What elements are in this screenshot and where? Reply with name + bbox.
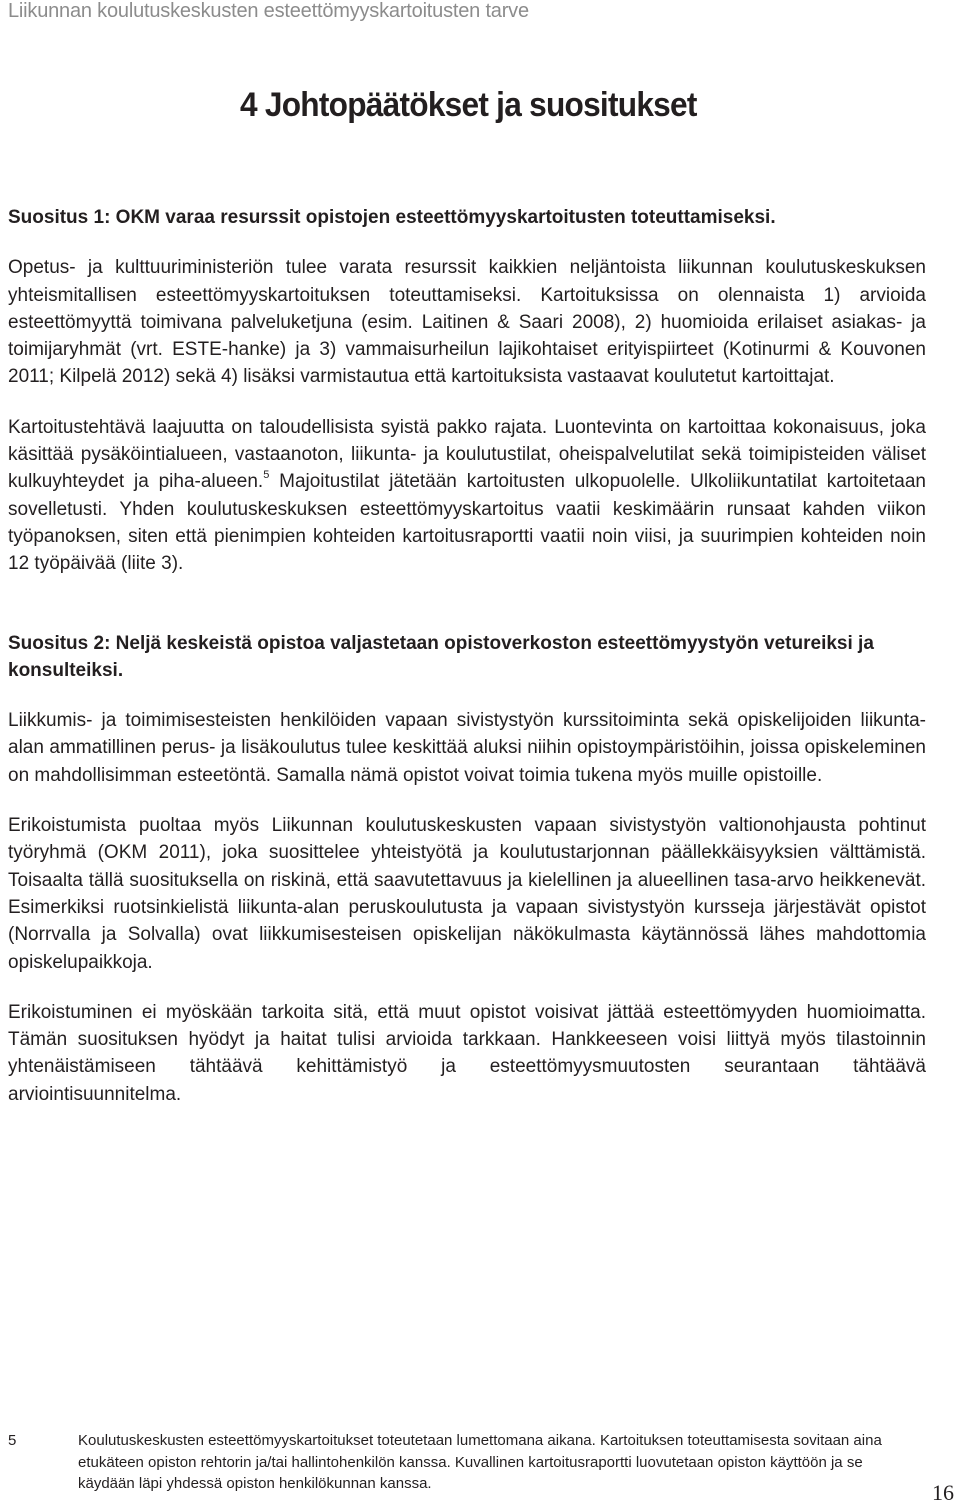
main-content (8, 204, 926, 1108)
running-header: Liikunnan koulutuskeskusten esteettömyyskartoitusten tarve (8, 0, 529, 22)
recommendation-1-paragraph-1: Opetus- ja kulttuuriministeriön tulee varata resurssit kaikkien neljäntoista liikunnan koulutuskeskuksen yhteismitallisen esteettömyyskartoituksen toteuttamiseksi. Kartoituksissa on olennaista 1) arvioida esteettömyyttä toimivana palveluketjuna (esim. Laitinen & Saari 2008), 2) huomioida erilaiset asiakas- ja toimijaryhmät (vrt. ESTE-hanke) ja 3) vammaisurheilun lajikohtaiset erityispiirteet (Kotinurmi & Kouvonen 2011; Kilpelä 2012) sekä 4) lisäksi varmistautua että kartoituksista vastaavat koulutetut kartoittajat. (8, 257, 926, 388)
footnote-reference[interactable]: 5 (263, 469, 270, 482)
page-number: 16 (932, 1480, 954, 1505)
chapter-title: 4 Johtopäätökset ja suositukset (240, 86, 697, 124)
recommendation-2-paragraph-2: Erikoistumista puoltaa myös Liikunnan koulutuskeskusten vapaan sivistystyön valtionohjausta pohtinut työryhmä (OKM 2011), joka suosittelee yhteistyötä ja koulutustarjonnan päällekkäisyyksien välttämistä. Toisaalta tällä suosituksella on riskinä, että saavutettavuus ja kielellinen ja alueellinen tasa-arvo heikkenevät. Esimerkiksi ruotsinkielistä liikunta-alan peruskoulutusta ja vapaan sivistystyön kursseja järjestävät opistot (Norrvalla ja Solvalla) ovat liikkumisesteisen opiskelijan näkökulmasta käytännössä lähes mahdottomia opiskelupaikkoja. (8, 815, 926, 973)
recommendation-2-heading: Suositus 2: Neljä keskeistä opistoa valjastetaan opistoverkoston esteettömyystyön vetureiksi ja konsulteiksi. (8, 632, 874, 681)
paragraph-text: Kartoitustehtävä laajuutta on taloudellisista syistä pakko rajata. Luontevinta on kartoittaa kokonaisuus, joka käsittää pysäköintialueen, vastaanoton, liikunta- ja koulutustilat, oheispalvelutilat sekä toimipisteiden väliset kulkuyhteydet ja piha-alueen. (8, 416, 926, 493)
recommendation-2-paragraph-1: Liikkumis- ja toimimisesteisten henkilöiden vapaan sivistystyön kurssitoiminta sekä opiskelijoiden liikunta-alan ammatillinen perus- ja lisäkoulutus tulee keskittää aluksi niihin opistoympäristöihin, joissa opiskeleminen on mahdollisimman esteetöntä. Samalla nämä opistot voivat toimia tukena myös muille opistoille. (8, 710, 926, 786)
recommendation-1-heading: Suositus 1: OKM varaa resurssit opistojen esteettömyyskartoitusten toteuttamiseksi. (8, 207, 776, 228)
footnote-text: Koulutuskeskusten esteettömyyskartoitukset toteutetaan lumettomana aikana. Kartoituksen toteuttamisesta sovitaan aina etukäteen opiston rehtorin ja/tai hallintohenkilön kanssa. Kuvallinen kartoitusraportti luovutetaan opiston käyttöön ja se käydään läpi yhdessä opiston henkilökunnan kanssa. (78, 1432, 882, 1492)
paragraph-text: Majoitustilat jätetään kartoitusten ulkopuolelle. Ulkoliikuntatilat kartoitetaan sovelletusti. Yhden koulutuskeskuksen esteettömyyskartoitus vaatii keskimäärin runsaat kahden viikon työpanoksen, siten että pienimpien kohteiden kartoitusraportti vaatii noin viisi, ja suurimpien kohteiden noin 12 työpäivää (liite 3). (8, 471, 926, 575)
recommendation-2-paragraph-3: Erikoistuminen ei myöskään tarkoita sitä, että muut opistot voisivat jättää esteettömyyden huomioimatta. Tämän suosituksen hyödyt ja haitat tulisi arvioida tarkkaan. Hankkeeseen voisi liittyä myös tilastoinnin yhtenäistämiseen tähtäävä kehittämistyö ja esteettömyysmuutosten seurantaan tähtäävä arviointisuunnitelma. (8, 1001, 926, 1105)
recommendation-1-paragraph-2 (8, 414, 926, 578)
footnote-number: 5 (8, 1432, 17, 1449)
